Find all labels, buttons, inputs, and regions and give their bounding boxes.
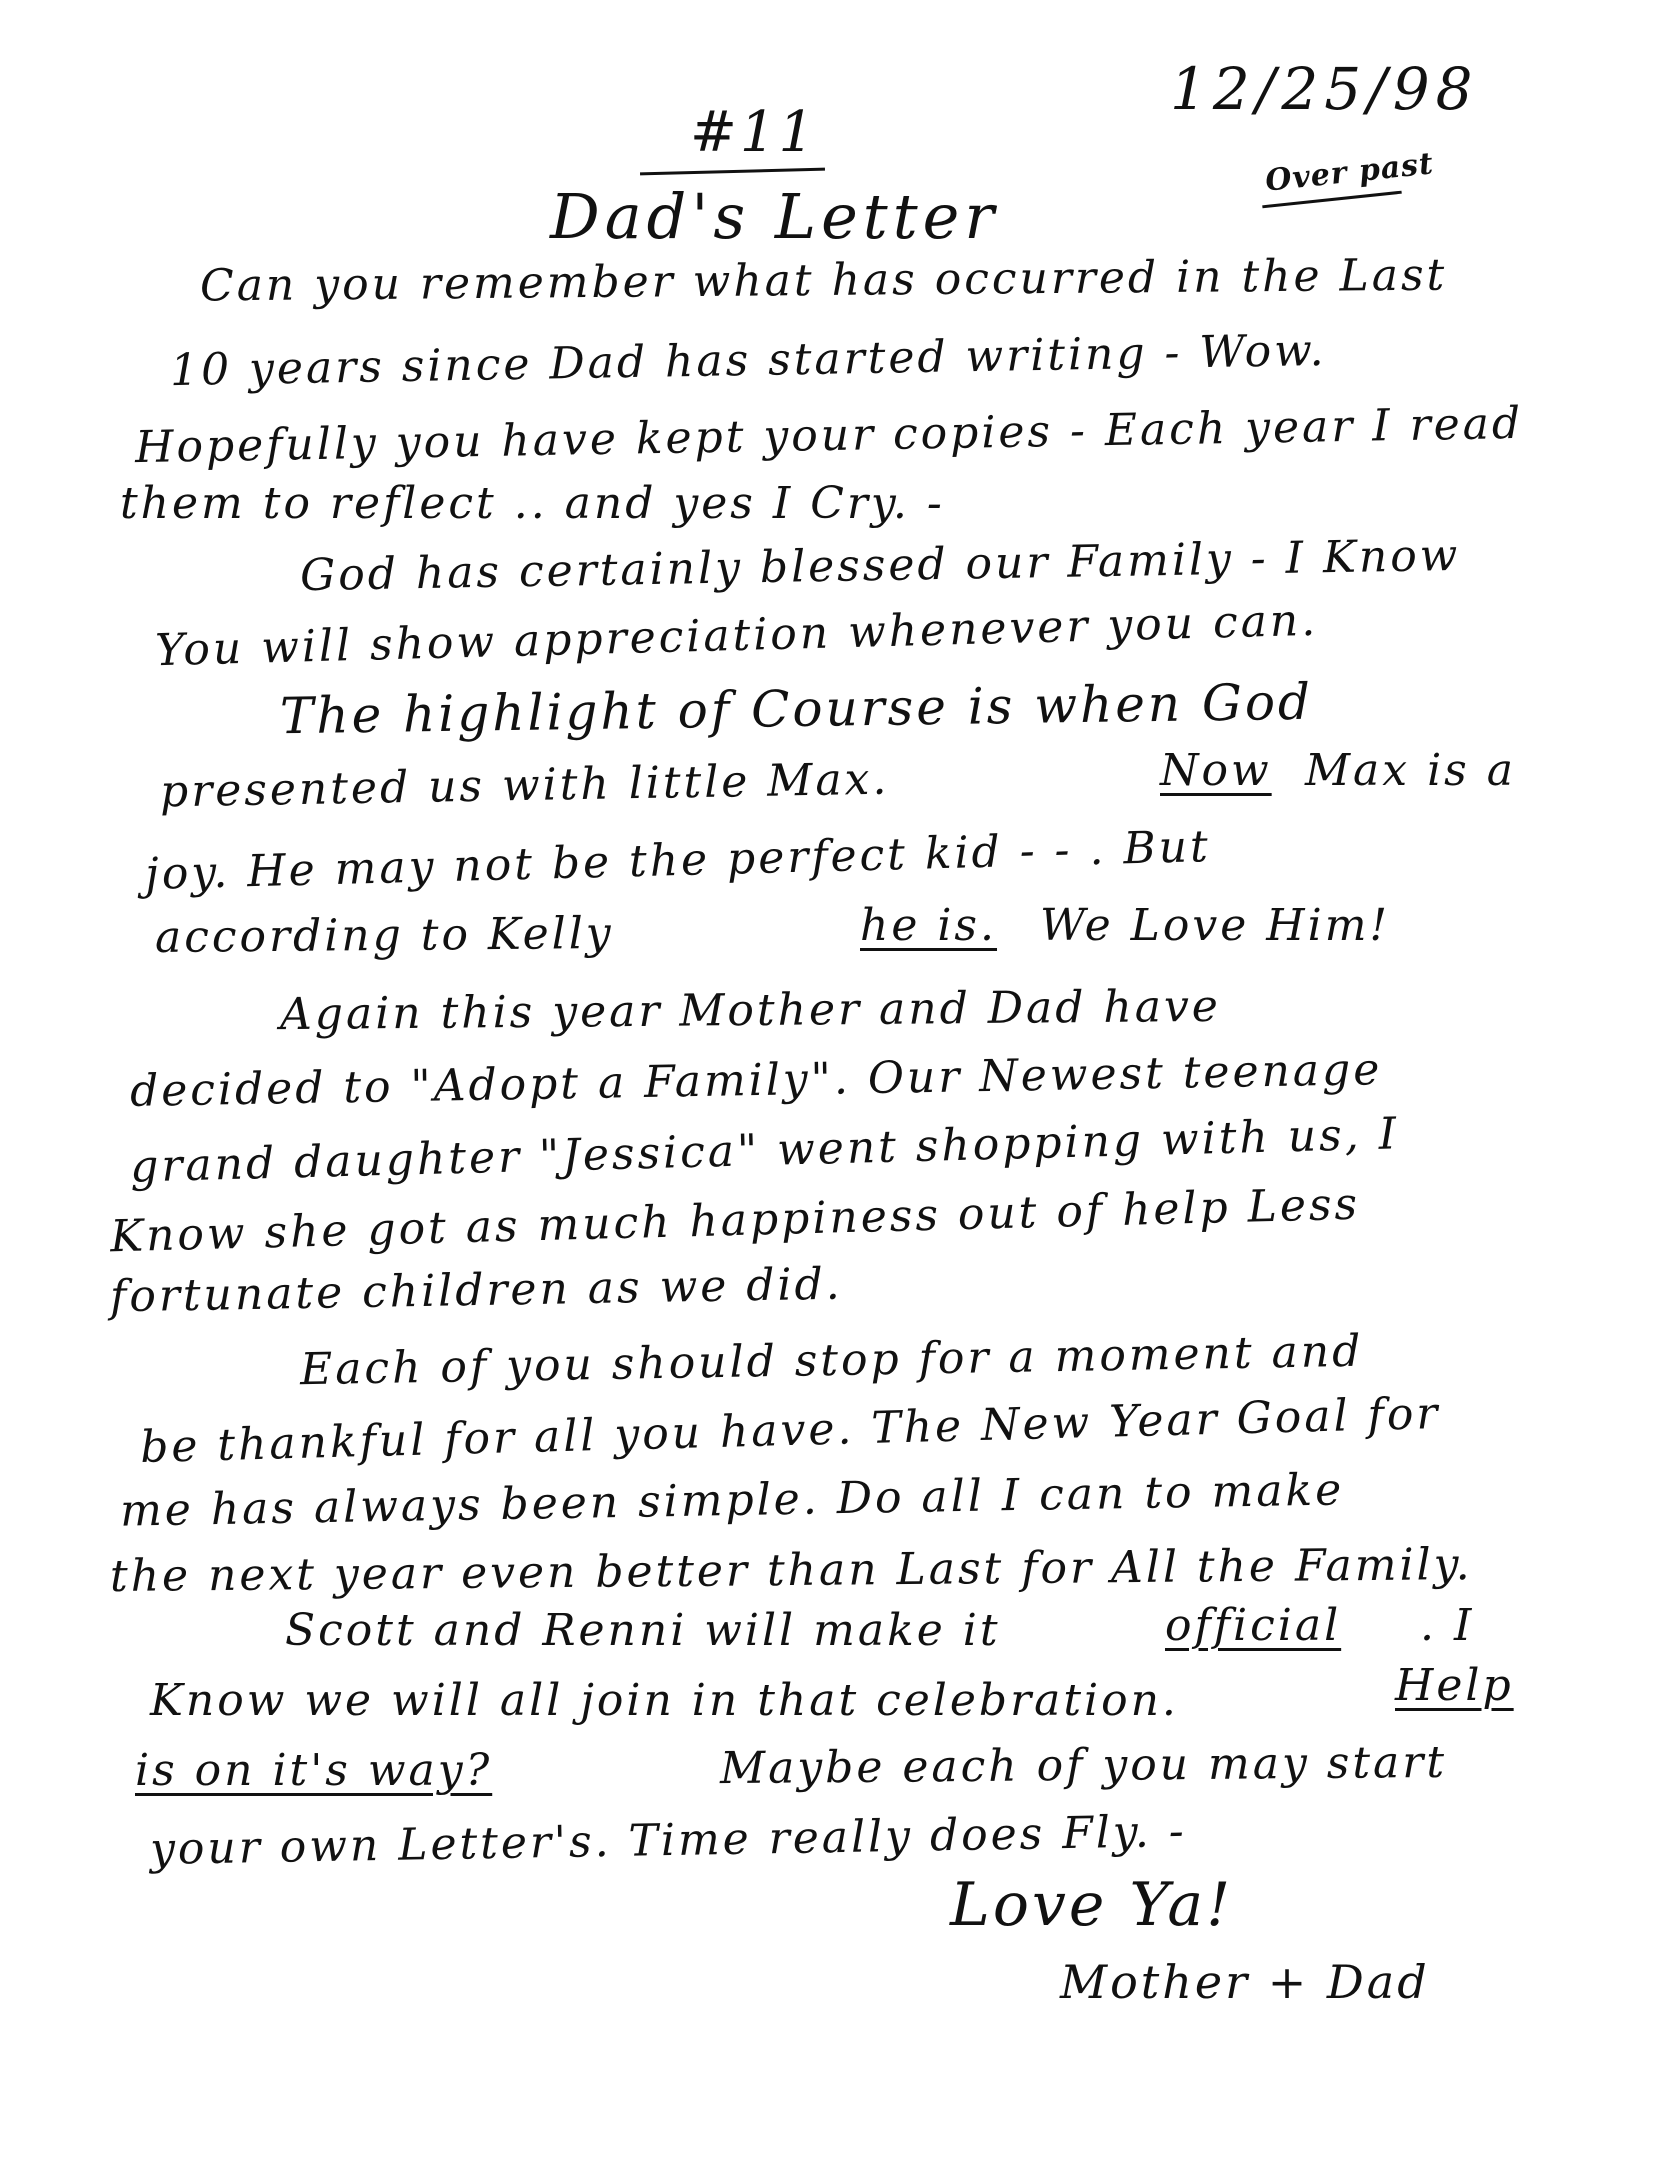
letter-number: #11: [690, 100, 818, 165]
letter-line: The highlight of Course is when God: [279, 672, 1314, 746]
letter-line: them to reflect .. and yes I Cry. -: [120, 478, 945, 529]
letter-line: your own Letter's. Time really does Fly. -: [149, 1805, 1188, 1876]
letter-line: the next year even better than Last for All the Family.: [109, 1539, 1473, 1602]
letter-line: Maybe each of you may start: [719, 1736, 1448, 1795]
letter-line: decided to "Adopt a Family". Our Newest teenage: [129, 1044, 1383, 1117]
letter-line: fortunate children as we did.: [109, 1258, 844, 1323]
letter-line: joy. He may not be the perfect kid - - . But: [144, 821, 1212, 900]
letter-line: Hopefully you have kept your copies - Each year I read: [134, 397, 1524, 474]
letter-line: Can you remember what has occurred in the Last: [199, 249, 1448, 312]
letter-line: according to Kelly: [154, 907, 614, 964]
letter-line: Max is a: [1305, 745, 1516, 796]
letter-line: be thankful for all you have. The New Year Goal for: [139, 1387, 1441, 1474]
inserted-word: Over past: [1263, 146, 1436, 199]
closing-love: Love Ya!: [950, 1870, 1234, 1940]
letter-line: Again this year Mother and Dad have: [279, 980, 1222, 1041]
underlined-phrase: is on it's way?: [135, 1745, 493, 1796]
letter-title: Dad's Letter: [550, 180, 999, 253]
letter-line: grand daughter "Jessica" went shopping with us, I: [129, 1108, 1400, 1193]
underlined-word: he is.: [860, 900, 998, 951]
underlined-word: Now: [1160, 745, 1272, 796]
letter-number-underline: [640, 168, 825, 176]
letter-line: Scott and Renni will make it: [285, 1605, 1001, 1656]
letter-line: God has certainly blessed our Family - I Know: [299, 529, 1461, 602]
letter-line: Each of you should stop for a moment and: [299, 1325, 1364, 1396]
letter-line: We Love Him!: [1040, 900, 1391, 951]
letter-date: 12/25/98: [1170, 55, 1479, 123]
underlined-word: official: [1165, 1600, 1342, 1651]
closing-signature: Mother + Dad: [1060, 1955, 1430, 2009]
letter-line: 10 years since Dad has started writing - Wow.: [169, 324, 1327, 397]
letter-line: Know she got as much happiness out of help Less: [109, 1178, 1361, 1263]
letter-line: Know we will all join in that celebration.: [150, 1675, 1179, 1726]
letter-line: me has always been simple. Do all I can to make: [119, 1464, 1345, 1537]
letter-line: presented us with little Max.: [159, 753, 890, 818]
letter-line: You will show appreciation whenever you can.: [154, 594, 1319, 677]
underlined-word: Help: [1395, 1660, 1514, 1711]
letter-line: . I: [1420, 1600, 1475, 1651]
